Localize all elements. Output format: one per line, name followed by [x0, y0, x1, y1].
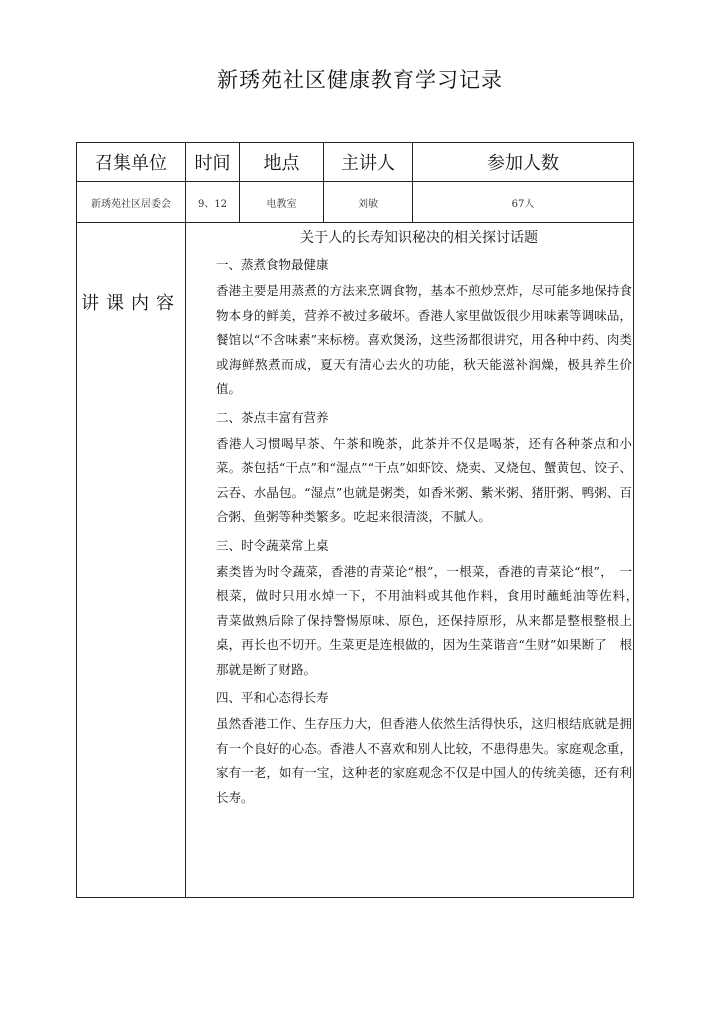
- value-speaker: 刘敏: [324, 182, 413, 223]
- page-title: 新琇苑社区健康教育学习记录: [217, 68, 503, 92]
- section-text: 虽然香港工作、生存压力大，但香港人依然生活得快乐，这归根结底就是拥有一个良好的心态。香港人不喜欢和别人比较，不患得患失。家庭观念重，家有一老，如有一宝，这种老的家庭观念不仅是中国人的传统美德，还有利长寿。: [216, 716, 632, 805]
- record-table: [76, 142, 645, 898]
- value-organizer: 新琇苑社区居委会: [77, 182, 186, 223]
- content-cell: [186, 223, 645, 898]
- lecture-title: 关于人的长寿知识秘决的相关探讨话题: [300, 230, 538, 246]
- header-location: 地点: [240, 143, 324, 182]
- header-time: 时间: [186, 143, 240, 182]
- section-heading: 二、茶点丰富有营养: [216, 409, 329, 425]
- value-time: 9、12: [186, 182, 240, 223]
- section-heading: 三、时令蔬菜常上桌: [216, 537, 329, 553]
- value-row: [77, 182, 634, 223]
- header-row: [77, 143, 634, 182]
- section-text: 香港主要是用蒸煮的方法来烹调食物，基本不煎炒烹炸，尽可能多地保持食物本身的鲜美，营养不被过多破坏。香港人家里做饭很少用味素等调味品，餐馆以“不含味素”来标榜。喜欢煲汤，这些汤都很讲究，用各种中药、肉类或海鲜熬煮而成，夏天有清心去火的功能，秋天能滋补润燥，极具养生价值。: [216, 283, 632, 396]
- header-organizer: 召集单位: [77, 143, 186, 182]
- header-speaker: 主讲人: [324, 143, 413, 182]
- content-label-cell: [77, 223, 186, 898]
- section-heading: 一、蒸煮食物最健康: [216, 257, 329, 272]
- content-label: 讲课内容: [81, 293, 181, 314]
- header-attendees: 参加人数: [413, 143, 634, 182]
- section-text: 素类皆为时令蔬菜，香港的青菜论“根”，一根菜，香港的青菜论“根”， 一根菜，做时只用水焯一下，不用油料或其他作料，食用时蘸蚝油等佐料， 青菜做熟后除了保持警惕原味、原色，还保持原形，从来都是整根整根上 桌，再长也不切开。生菜更是连根做的，因为生菜谐音“生财”如果断了 根那就是断了财路。: [216, 563, 645, 677]
- content-row: [77, 223, 634, 898]
- value-attendees: 67人: [413, 182, 634, 223]
- section-heading: 四、平和心态得长寿: [216, 690, 329, 705]
- section-text: 香港人习惯喝早茶、午茶和晚茶，此茶并不仅是喝茶，还有各种茶点和小菜。茶包括“干点”和“湿点”“干点”如虾饺、烧卖、叉烧包、蟹黄包、饺子、云吞、水晶包。“湿点”也就是粥类，如香米粥、紫米粥、猪肝粥、鸭粥、百合粥、鱼粥等种类繁多。吃起来很清淡，不腻人。: [216, 435, 632, 524]
- value-location: 电教室: [240, 182, 324, 223]
- lecture-content: [186, 223, 645, 810]
